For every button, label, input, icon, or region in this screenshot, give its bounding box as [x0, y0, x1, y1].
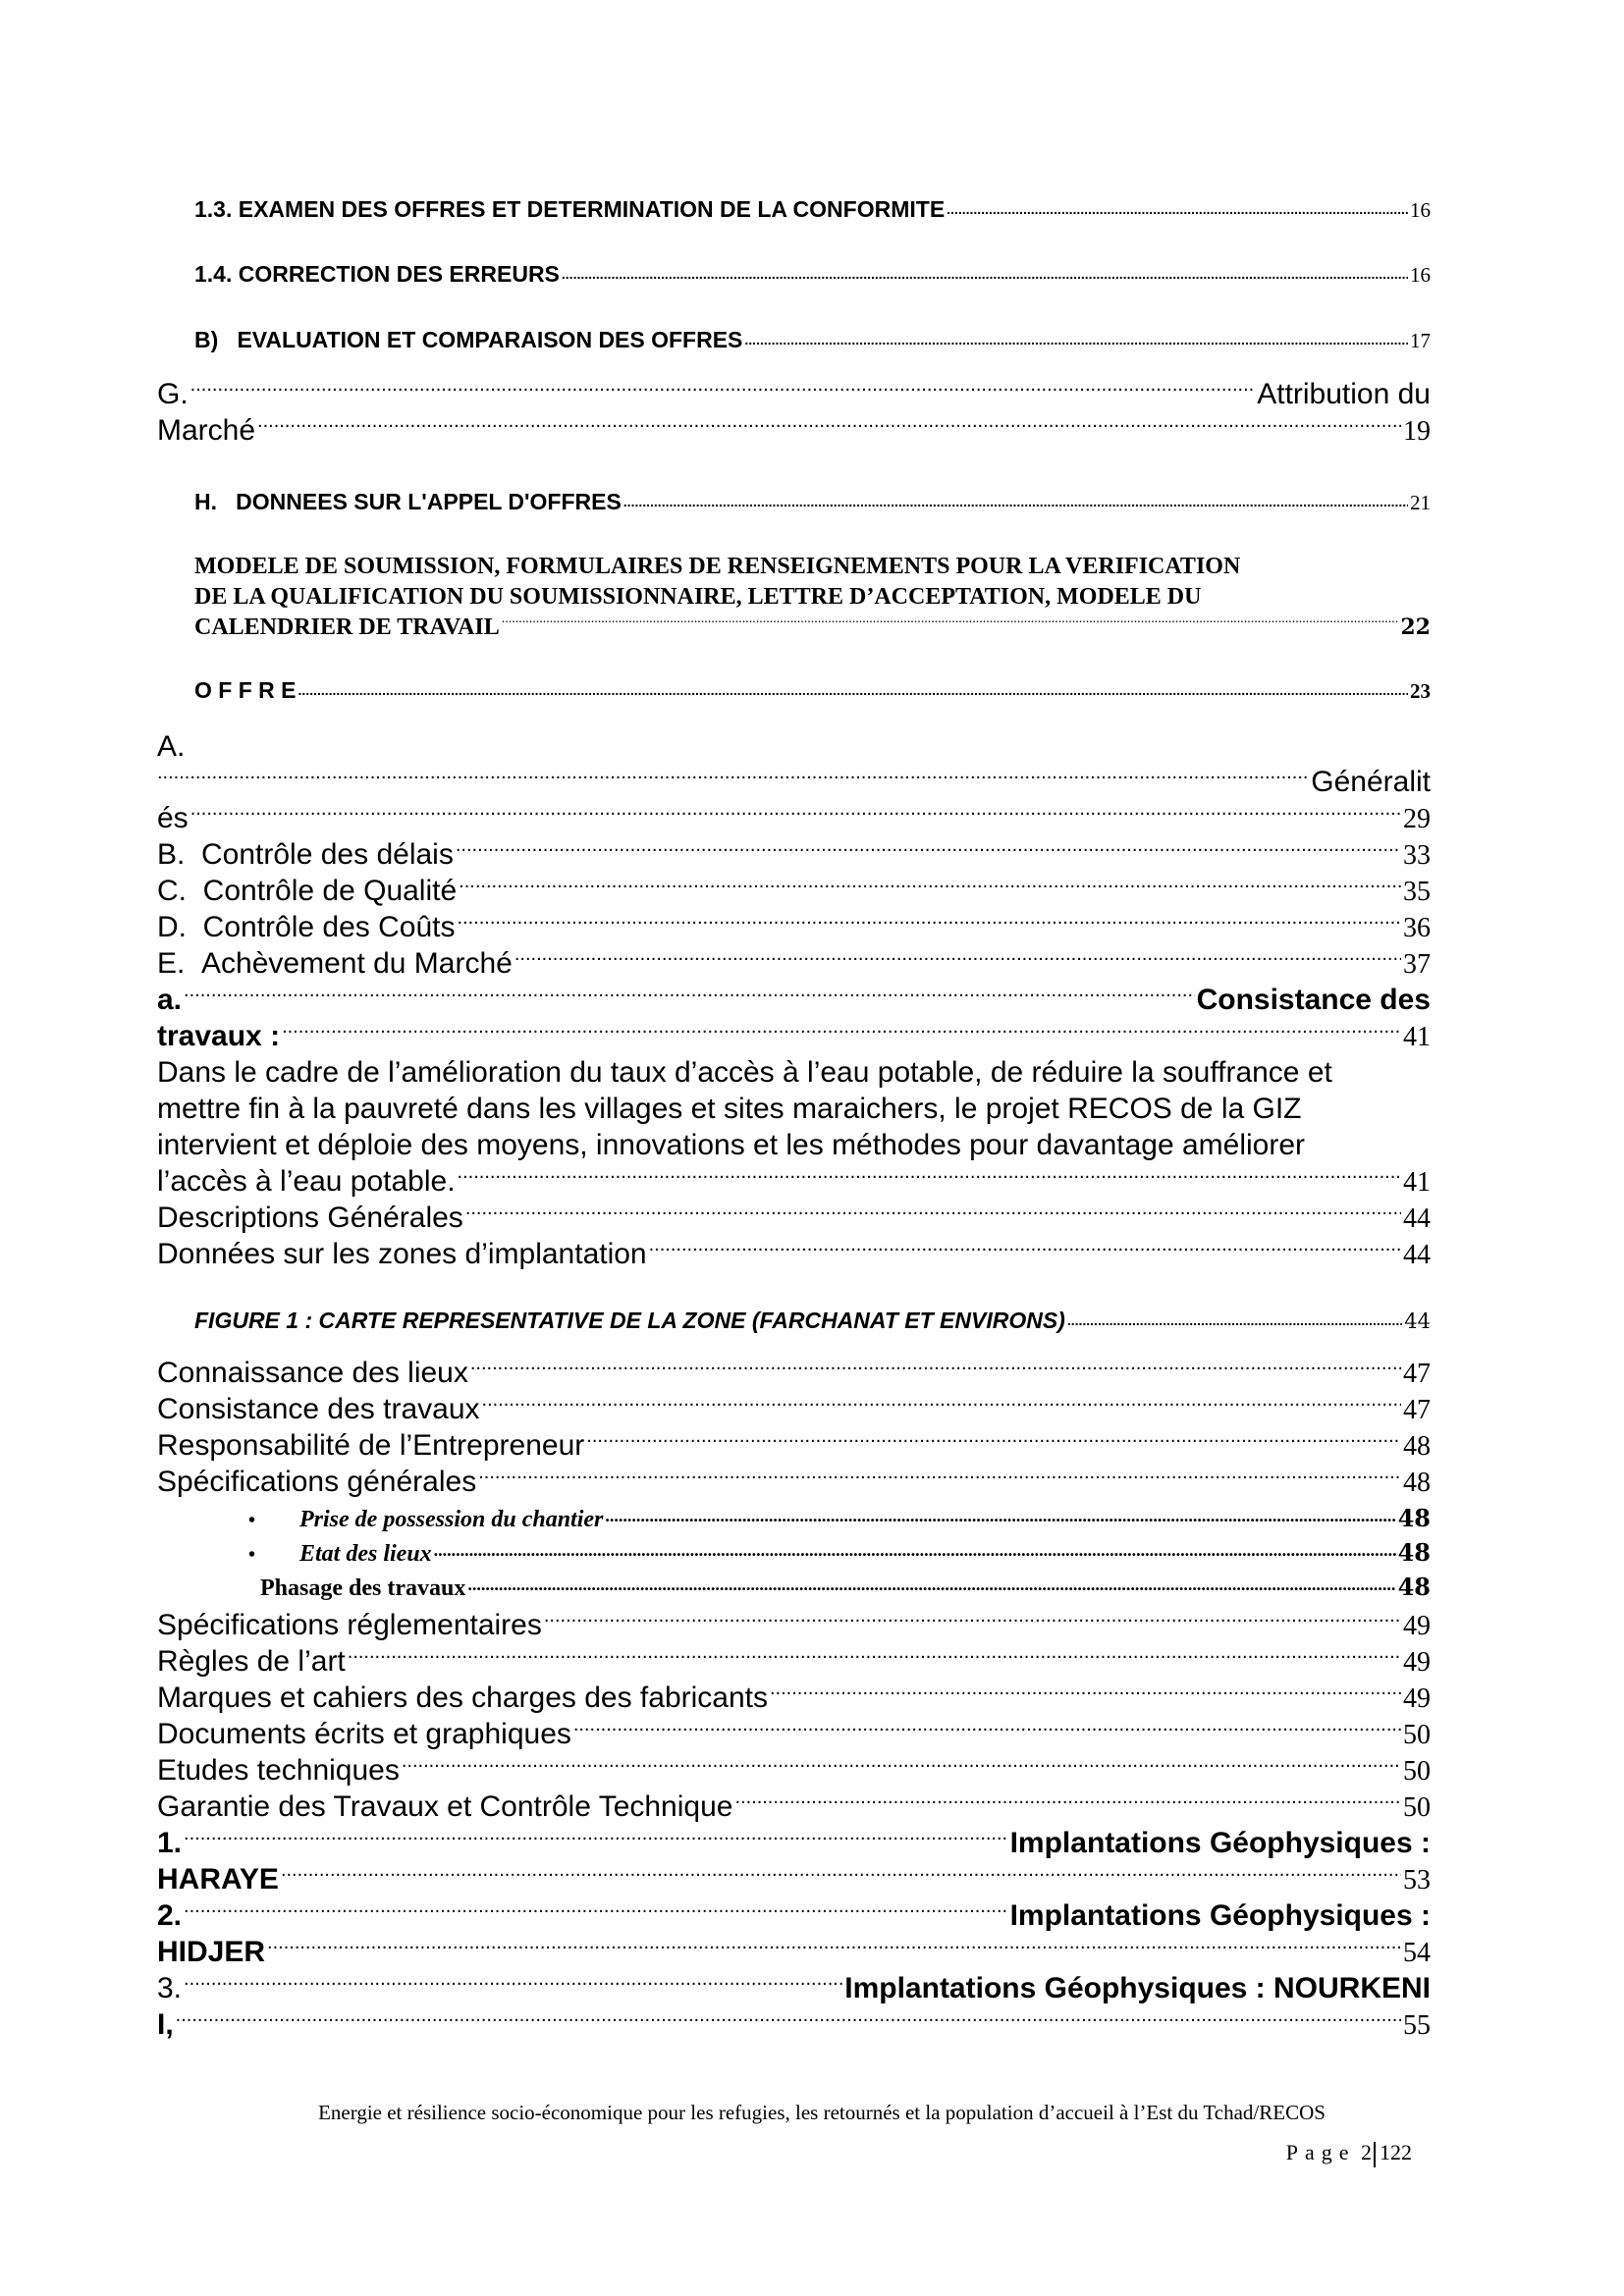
dot-leader: [465, 1207, 1401, 1227]
toc-entry-label-end: Implantations Géophysiques :: [1009, 1827, 1431, 1859]
toc-entry-line2[interactable]: [157, 1934, 1431, 1971]
toc-entry[interactable]: [194, 327, 1431, 353]
toc-page-number: 16: [1410, 263, 1431, 287]
toc-page-number: 54: [1403, 1938, 1431, 1968]
dot-leader: [544, 1615, 1401, 1634]
dot-leader: [348, 1651, 1401, 1671]
toc-entry-line3[interactable]: [157, 800, 1431, 837]
dot-leader: [281, 1869, 1401, 1889]
toc-entry[interactable]: [157, 909, 1431, 946]
toc-entry[interactable]: [157, 945, 1431, 983]
toc-entry-label-end: Généralit: [1311, 766, 1431, 798]
toc-page-number: 50: [1403, 1720, 1431, 1750]
toc-page-number: 50: [1403, 1792, 1431, 1823]
toc-page-number: 21: [1410, 491, 1431, 514]
toc-page-number: 33: [1403, 840, 1431, 871]
toc-entry[interactable]: [194, 261, 1431, 288]
toc-page-number: 23: [1410, 679, 1431, 703]
dot-leader: [184, 1833, 1008, 1852]
toc-entry-label: B. Contrôle des délais: [157, 838, 454, 871]
toc-entry[interactable]: [157, 1427, 1431, 1465]
toc-entry[interactable]: [157, 1680, 1431, 1717]
toc-entry-label: E. Achèvement du Marché: [157, 947, 513, 980]
toc-entry-label-end: Consistance des: [1196, 984, 1431, 1016]
toc-entry[interactable]: [157, 1464, 1431, 1501]
toc-page-number: 41: [1403, 1167, 1431, 1198]
toc-entry-label-end: Implantations Géophysiques :: [1009, 1899, 1431, 1932]
toc-entry-line2[interactable]: [157, 2006, 1431, 2044]
toc-entry-label: Etat des lieux: [299, 1541, 432, 1567]
toc-entry-label: 1.4. CORRECTION DES ERREURS: [194, 261, 560, 287]
dot-leader: [470, 1362, 1401, 1382]
toc-entry-label: 3.: [157, 1972, 183, 2004]
toc-entry-line2[interactable]: [157, 1018, 1431, 1055]
toc-entry[interactable]: [157, 1789, 1431, 1826]
toc-entry-line1[interactable]: [157, 728, 1431, 765]
toc-page-number: 48: [1397, 1573, 1431, 1601]
toc-entry-label: l’accès à l’eau potable.: [157, 1165, 456, 1198]
toc-entry[interactable]: [157, 873, 1431, 910]
toc-page-number: 44: [1403, 1240, 1431, 1270]
toc-entry[interactable]: [157, 1716, 1431, 1753]
toc-entry-label: Règles de l’art: [157, 1645, 346, 1678]
toc-entry-line1[interactable]: [157, 1897, 1431, 1934]
toc-entry-label: Garantie des Travaux et Contrôle Technique: [157, 1790, 733, 1823]
dot-leader: [605, 1509, 1395, 1526]
toc-page-number: 53: [1403, 1865, 1431, 1896]
toc-entry-label: Spécifications générales: [157, 1466, 477, 1498]
toc-entry-line1[interactable]: [157, 1970, 1431, 2006]
toc-page-number: 29: [1403, 804, 1431, 834]
toc-entry-line2[interactable]: [157, 764, 1431, 800]
bullet-icon: •: [248, 1544, 256, 1566]
toc-page-number: 37: [1403, 949, 1431, 980]
toc-entry-line1[interactable]: [157, 982, 1431, 1018]
toc-page-number: 49: [1403, 1611, 1431, 1641]
dot-leader: [184, 1978, 842, 1998]
dot-leader: [257, 420, 1401, 440]
toc-entry-line1[interactable]: [194, 552, 1431, 582]
toc-page-number: 48: [1397, 1504, 1431, 1532]
dot-leader: [586, 1435, 1401, 1455]
toc-entry[interactable]: [194, 196, 1431, 223]
toc-entry[interactable]: [157, 1752, 1431, 1789]
dot-leader: [482, 1399, 1401, 1418]
toc-page-number: 17: [1410, 329, 1431, 352]
bullet-icon: •: [248, 1510, 256, 1531]
dot-leader: [573, 1724, 1401, 1743]
toc-paragraph-line: intervient et déploie des moyens, innovations et les méthodes pour davantage améliorer: [157, 1129, 1306, 1161]
toc-entry-label: Responsabilité de l’Entrepreneur: [157, 1429, 585, 1462]
toc-entry-label: B) EVALUATION ET COMPARAISON DES OFFRES: [194, 327, 743, 352]
toc-page-number: 48: [1397, 1538, 1431, 1567]
toc-entry-label: 1.: [157, 1827, 183, 1859]
toc-entry[interactable]: [157, 836, 1431, 874]
toc-entry[interactable]: [157, 1607, 1431, 1644]
toc-page-number: 44: [1403, 1203, 1431, 1234]
toc-entry[interactable]: [157, 1355, 1431, 1392]
toc-entry-label: Consistance des travaux: [157, 1393, 480, 1425]
toc-paragraph-line: Dans le cadre de l’amélioration du taux d’accès à l’eau potable, de réduire la souffrance et: [157, 1056, 1332, 1089]
page-separator: [1374, 2142, 1376, 2167]
toc-entry-label: Données sur les zones d’implantation: [157, 1238, 647, 1270]
toc-entry-label: Descriptions Générales: [157, 1201, 463, 1234]
toc-entry-label: HIDJER: [157, 1936, 266, 1968]
dot-leader: [402, 1760, 1401, 1780]
toc-entry-label: Etudes techniques: [157, 1754, 400, 1787]
dot-leader: [184, 989, 1195, 1009]
current-page: 2: [1361, 2140, 1372, 2164]
toc-entry-label: O F F R E: [194, 677, 297, 703]
dot-leader: [458, 1171, 1401, 1191]
dot-leader: [190, 384, 1256, 403]
toc-entry-label: és: [157, 802, 189, 834]
toc-subentry[interactable]: [260, 1573, 1431, 1602]
toc-entry-label: travaux :: [157, 1020, 281, 1052]
toc-entry-line2[interactable]: [157, 412, 1431, 450]
toc-entry-label: A.: [157, 730, 186, 763]
toc-page-number: 36: [1403, 913, 1431, 943]
toc-page-number: 49: [1403, 1647, 1431, 1678]
toc-entry-line3[interactable]: [194, 613, 1431, 643]
dot-leader: [298, 684, 1409, 698]
toc-page-number: 49: [1403, 1683, 1431, 1714]
dot-leader: [623, 496, 1408, 509]
toc-figure-entry[interactable]: [194, 1308, 1431, 1334]
toc-entry-label: Marques et cahiers des charges des fabricants: [157, 1682, 768, 1714]
dot-leader: [947, 203, 1408, 217]
toc-entry-label: H. DONNEES SUR L'APPEL D'OFFRES: [194, 489, 622, 514]
toc-subentry[interactable]: [248, 1538, 1431, 1568]
dot-leader: [478, 1471, 1401, 1491]
toc-entry-line2[interactable]: [157, 1861, 1431, 1898]
toc-page-number: 16: [1410, 198, 1431, 222]
toc-entry-label: I,: [157, 2008, 174, 2041]
toc-entry[interactable]: [157, 1163, 1431, 1201]
toc-entry-label: HARAYE: [157, 1863, 279, 1896]
dot-leader: [1067, 1314, 1402, 1328]
dot-leader: [267, 1942, 1401, 1961]
dot-leader: [734, 1796, 1401, 1816]
toc-entry-label: G.: [157, 378, 189, 410]
page-number: [1286, 2140, 1412, 2167]
dot-leader: [744, 334, 1408, 347]
dot-leader: [190, 808, 1401, 828]
dot-leader: [770, 1687, 1401, 1707]
toc-entry-label-end: Attribution du: [1257, 378, 1431, 410]
dot-leader: [467, 1577, 1395, 1595]
toc-entry-label: C. Contrôle de Qualité: [157, 875, 458, 907]
toc-entry[interactable]: [157, 1200, 1431, 1237]
toc-page-number: 19: [1403, 416, 1431, 447]
dot-leader: [649, 1244, 1401, 1263]
toc-entry-label: MODELE DE SOUMISSION, FORMULAIRES DE RENSEIGNEMENTS POUR LA VERIFICATION: [194, 554, 1241, 579]
toc-entry-label: Marché: [157, 414, 256, 447]
dot-leader: [502, 620, 1399, 634]
toc-subentry[interactable]: [248, 1504, 1431, 1533]
toc-page-number: 55: [1403, 2010, 1431, 2041]
toc-entry-label: Prise de possession du chantier: [299, 1507, 604, 1532]
footer-project-title: Energie et résilience socio-économique pour les refugies, les retournés et la population d’accueil à l’Est du Tchad/RECOS: [318, 2101, 1326, 2124]
toc-entry-label: Phasage des travaux: [260, 1575, 466, 1601]
toc-entry-label: FIGURE 1 : CARTE REPRESENTATIVE DE LA ZONE (FARCHANAT ET ENVIRONS): [194, 1308, 1065, 1333]
toc-page-number: 48: [1403, 1431, 1431, 1462]
toc-entry-line1[interactable]: [157, 376, 1431, 412]
toc-entry[interactable]: [194, 677, 1431, 704]
dot-leader: [457, 917, 1401, 936]
toc-entry[interactable]: [157, 1643, 1431, 1681]
toc-page-number: 35: [1403, 877, 1431, 907]
toc-page-number: 44: [1404, 1309, 1431, 1333]
page-word: Page: [1285, 2140, 1356, 2164]
toc-page-number: 47: [1403, 1395, 1431, 1425]
toc-page-number: 22: [1400, 614, 1431, 640]
toc-page-number: 48: [1403, 1468, 1431, 1498]
toc-entry-label: CALENDRIER DE TRAVAIL: [194, 614, 500, 640]
dot-leader: [514, 953, 1401, 973]
toc-entry[interactable]: [157, 1236, 1431, 1273]
toc-page-number: 50: [1403, 1756, 1431, 1787]
toc-paragraph-line: mettre fin à la pauvreté dans les villages et sites maraichers, le projet RECOS de la GIZ: [157, 1093, 1302, 1125]
dot-leader: [456, 844, 1401, 864]
toc-entry-label: Documents écrits et graphiques: [157, 1718, 571, 1750]
dot-leader: [459, 881, 1401, 900]
dot-leader: [176, 2014, 1401, 2034]
toc-entry[interactable]: [157, 1391, 1431, 1428]
toc-entry[interactable]: [194, 489, 1431, 515]
toc-entry-label: Connaissance des lieux: [157, 1357, 468, 1389]
toc-entry-label: 1.3. EXAMEN DES OFFRES ET DETERMINATION DE LA CONFORMITE: [194, 196, 946, 222]
total-pages: 122: [1380, 2140, 1412, 2164]
toc-entry-label: a.: [157, 984, 183, 1016]
dot-leader: [157, 772, 1309, 791]
toc-entry-label-end: Implantations Géophysiques : NOURKENI: [844, 1972, 1431, 2004]
toc-page-number: 41: [1403, 1022, 1431, 1052]
toc-entry-line1[interactable]: [157, 1825, 1431, 1861]
dot-leader: [434, 1543, 1396, 1561]
dot-leader: [282, 1026, 1401, 1045]
toc-entry-label: Spécifications réglementaires: [157, 1609, 542, 1641]
toc-entry-line2[interactable]: [194, 582, 1431, 613]
dot-leader: [184, 1905, 1008, 1925]
toc-entry-label: 2.: [157, 1899, 183, 1932]
toc-entry-label: D. Contrôle des Coûts: [157, 911, 456, 943]
toc-page-number: 47: [1403, 1359, 1431, 1389]
dot-leader: [562, 268, 1408, 282]
toc-entry-label: DE LA QUALIFICATION DU SOUMISSIONNAIRE, LETTRE D’ACCEPTATION, MODELE DU: [194, 584, 1202, 610]
